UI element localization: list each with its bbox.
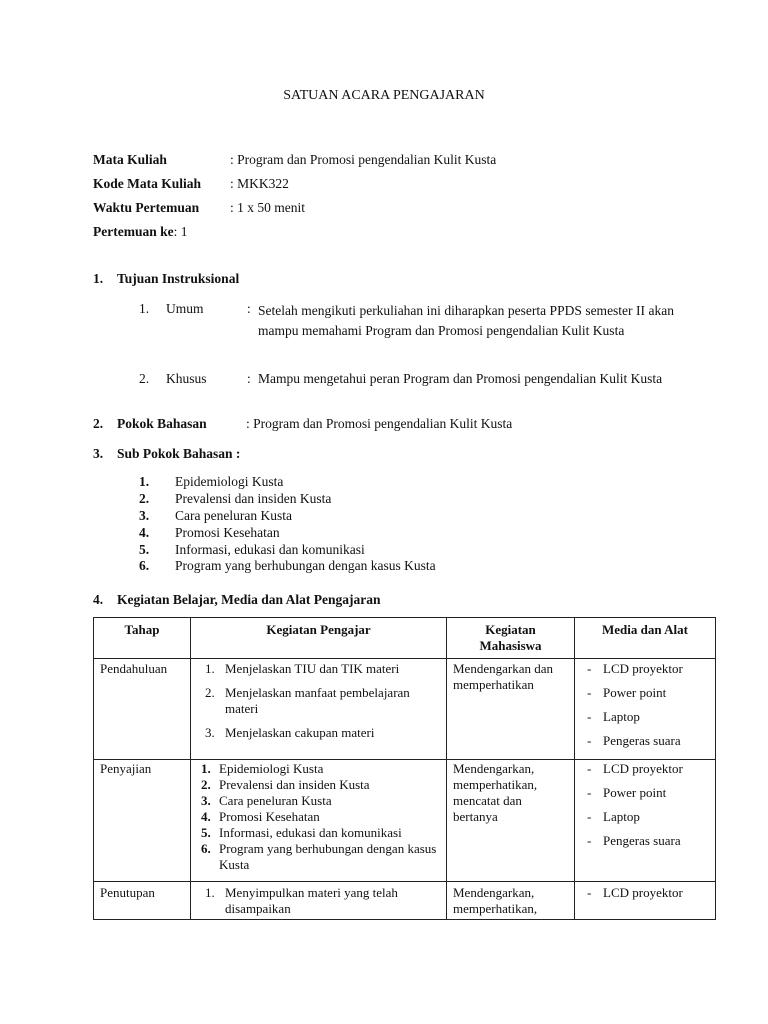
header-kegiatan-pengajar: Kegiatan Pengajar bbox=[191, 618, 447, 659]
sub-pokok-item: 1. Epidemiologi Kusta bbox=[139, 474, 284, 489]
list-item: 2. Prevalensi dan insiden Kusta bbox=[201, 777, 370, 792]
info-label-kode: Kode Mata Kuliah bbox=[93, 176, 202, 191]
list-item: - Power point bbox=[587, 785, 667, 800]
pertemuan-line bbox=[93, 224, 188, 240]
pertemuan-label: Pertemuan ke bbox=[93, 224, 174, 239]
list-item: 1. Epidemiologi Kusta bbox=[201, 761, 324, 776]
list-item: 5. Informasi, edukasi dan komunikasi bbox=[201, 825, 402, 840]
media-cell bbox=[575, 882, 716, 920]
info-value-kode: : MKK322 bbox=[230, 176, 289, 191]
info-value-mata-kuliah: : Program dan Promosi pengendalian Kulit Kusta bbox=[230, 152, 497, 167]
list-item: - Pengeras suara bbox=[587, 733, 681, 748]
tujuan-umum-text: Setelah mengikuti perkuliahan ini diharapkan peserta PPDS semester II akan mampu memahami Program dan Promosi pengendalian Kulit Kusta bbox=[258, 303, 674, 338]
kegiatan-table bbox=[93, 617, 716, 920]
list-item: - Pengeras suara bbox=[587, 833, 681, 848]
pengajar-cell bbox=[191, 760, 447, 882]
tahap-cell: Pendahuluan bbox=[94, 659, 191, 760]
pengajar-cell bbox=[191, 882, 447, 920]
sub-pokok-item: 4. Promosi Kesehatan bbox=[139, 525, 280, 540]
sub-pokok-item: 6. Program yang berhubungan dengan kasus Kusta bbox=[139, 558, 436, 573]
tujuan-khusus-colon: : bbox=[247, 371, 251, 386]
list-item: 6. Program yang berhubungan dengan kasus Kusta bbox=[201, 841, 437, 872]
list-item: 1. Menjelaskan TIU dan TIK materi bbox=[205, 661, 400, 676]
list-item: 4. Promosi Kesehatan bbox=[201, 809, 320, 824]
media-cell bbox=[575, 760, 716, 882]
table-row bbox=[94, 760, 716, 882]
mahasiswa-cell: Mendengarkan, memperhatikan, mencatat dan bertanya bbox=[447, 760, 575, 882]
tujuan-umum-colon: : bbox=[247, 301, 251, 316]
table-row bbox=[94, 882, 716, 920]
info-value-waktu: : 1 x 50 menit bbox=[230, 200, 305, 215]
tujuan-khusus-number: 2. bbox=[139, 371, 150, 386]
list-item: - LCD proyektor bbox=[587, 885, 683, 900]
info-label-waktu: Waktu Pertemuan bbox=[93, 200, 200, 215]
pertemuan-value: : 1 bbox=[173, 224, 188, 239]
tujuan-umum-label: Umum bbox=[166, 301, 204, 316]
list-item: 3. Menjelaskan cakupan materi bbox=[205, 725, 375, 740]
table-header-row bbox=[94, 618, 716, 659]
sub-pokok-item: 3. Cara peneluran Kusta bbox=[139, 508, 292, 523]
header-kegiatan-mahasiswa: Kegiatan Mahasiswa bbox=[447, 618, 575, 659]
section-2-heading: 2. Pokok Bahasan bbox=[93, 416, 207, 431]
list-item: 1. Menyimpulkan materi yang telah disampaikan bbox=[205, 885, 398, 916]
header-tahap: Tahap bbox=[94, 618, 191, 659]
list-item: 2. Menjelaskan manfaat pembelajaran materi bbox=[205, 685, 410, 716]
tujuan-khusus-text: Mampu mengetahui peran Program dan Promosi pengendalian Kulit Kusta bbox=[258, 371, 663, 386]
section-3-heading: 3. Sub Pokok Bahasan : bbox=[93, 446, 241, 461]
mahasiswa-cell: Mendengarkan dan memperhatikan bbox=[447, 659, 575, 760]
document-title: SATUAN ACARA PENGAJARAN bbox=[283, 88, 485, 103]
pengajar-cell bbox=[191, 659, 447, 760]
sub-pokok-item: 2. Prevalensi dan insiden Kusta bbox=[139, 491, 332, 506]
list-item: - LCD proyektor bbox=[587, 661, 683, 676]
sub-pokok-item: 5. Informasi, edukasi dan komunikasi bbox=[139, 542, 365, 557]
section-1-heading: 1. Tujuan Instruksional bbox=[93, 271, 240, 286]
mahasiswa-cell: Mendengarkan, memperhatikan, bbox=[447, 882, 575, 920]
tujuan-khusus-label: Khusus bbox=[166, 371, 207, 386]
table-row bbox=[94, 659, 716, 760]
tujuan-umum-number: 1. bbox=[139, 301, 150, 316]
list-item: - Laptop bbox=[587, 809, 640, 824]
media-cell bbox=[575, 659, 716, 760]
list-item: 3. Cara peneluran Kusta bbox=[201, 793, 332, 808]
tahap-cell: Penutupan bbox=[94, 882, 191, 920]
list-item: - Power point bbox=[587, 685, 667, 700]
list-item: - Laptop bbox=[587, 709, 640, 724]
info-label-mata-kuliah: Mata Kuliah bbox=[93, 152, 167, 167]
list-item: - LCD proyektor bbox=[587, 761, 683, 776]
section-4-heading: 4. Kegiatan Belajar, Media dan Alat Pengajaran bbox=[93, 592, 381, 607]
pokok-bahasan-value: : Program dan Promosi pengendalian Kulit Kusta bbox=[246, 416, 513, 431]
header-media-alat: Media dan Alat bbox=[575, 618, 716, 659]
tahap-cell: Penyajian bbox=[94, 760, 191, 882]
